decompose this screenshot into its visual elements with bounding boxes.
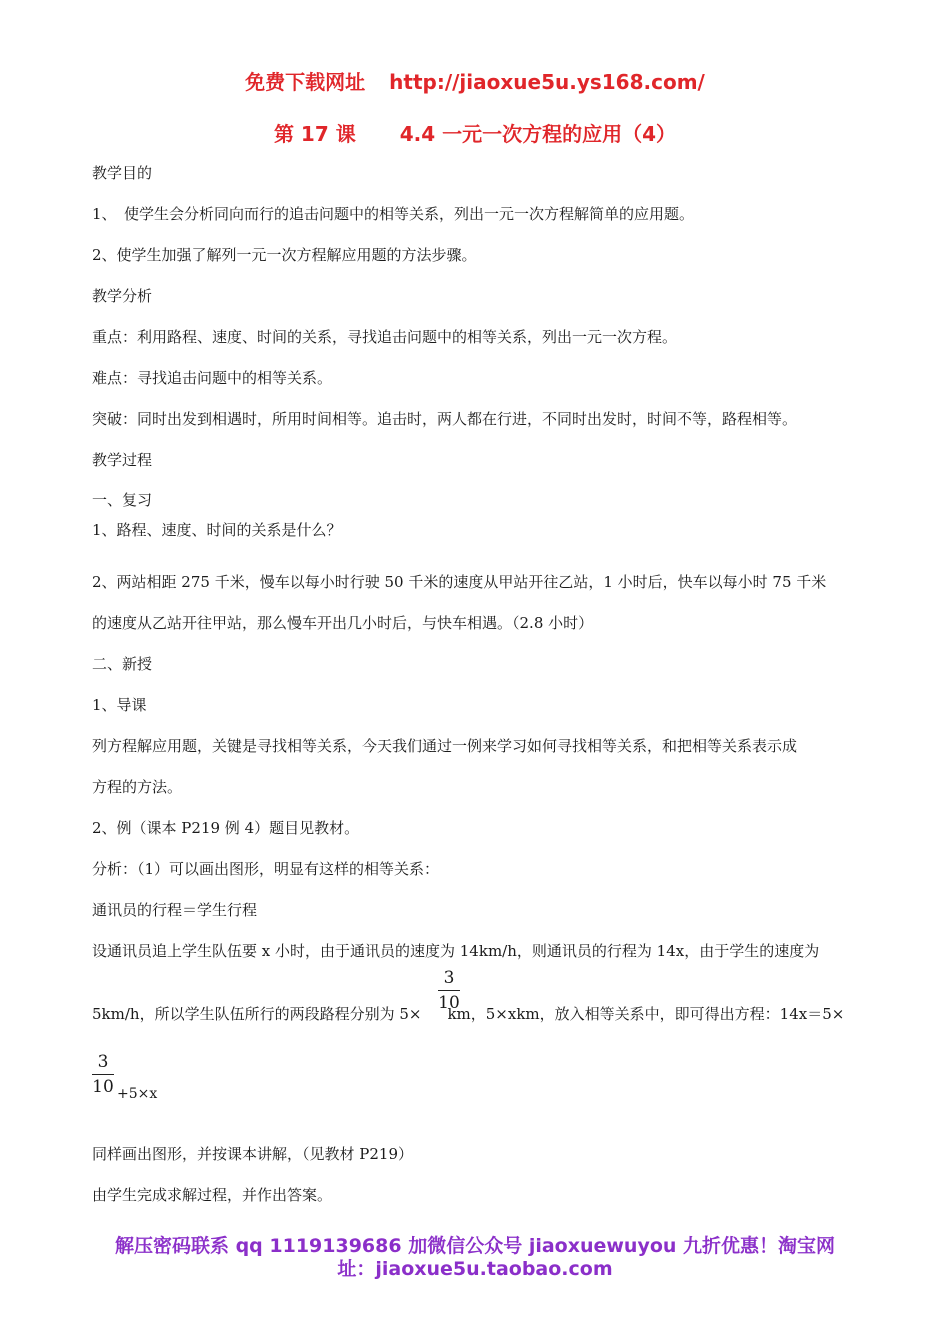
- subsection-new-lesson: 二、新授: [92, 655, 153, 673]
- review-question-1: 1、路程、速度、时间的关系是什么？: [92, 521, 342, 539]
- lesson-number: 第 17 课: [273, 122, 356, 146]
- subsection-review: 一、复习: [92, 491, 153, 509]
- intro-text-line-2: 方程的方法。: [92, 778, 183, 796]
- lesson-topic: 4.4 一元一次方程的应用（4）: [399, 122, 677, 146]
- review-question-2-line-1: 2、两站相距 275 千米，慢车以每小时行驶 50 千米的速度从甲站开往乙站，1 小时后，快车以每小时 75 千米: [92, 573, 827, 591]
- fraction-denominator: 10: [438, 993, 460, 1013]
- example-heading: 2、例（课本 P219 例 4）题目见教材。: [92, 819, 360, 837]
- analysis-key-point: 重点：利用路程、速度、时间的关系，寻找追击问题中的相等关系，列出一元一次方程。: [92, 328, 678, 346]
- setup-text-part-b: km，5×xkm，放入相等关系中，即可得出方程：14x＝5×: [447, 1005, 845, 1023]
- followup-instruction: 同样画出图形，并按课本讲解，（见教材 P219）: [92, 1145, 413, 1163]
- review-question-2-line-2: 的速度从乙站开往甲站，那么慢车开出几小时后，与快车相遇。（2.8 小时）: [92, 614, 594, 632]
- analysis-breakthrough: 突破：同时出发到相遇时，所用时间相等。追击时，两人都在行进，不同时出发时，时间不等，路程相等。: [92, 410, 798, 428]
- footer-contact-line-2[interactable]: 址：jiaoxue5u.taobao.com: [337, 1258, 613, 1280]
- setup-text-line-2: [92, 1003, 844, 1024]
- intro-text-line-1: 列方程解应用题，关键是寻找相等关系，今天我们通过一例来学习如何寻找相等关系，和把相等关系表示成: [92, 737, 798, 755]
- equality-relation: 通讯员的行程＝学生行程: [92, 901, 258, 919]
- goal-1: 1、 使学生会分析同向而行的追击问题中的相等关系，列出一元一次方程解简单的应用题。: [92, 205, 695, 223]
- section-heading-goals: 教学目的: [92, 164, 153, 182]
- student-task: 由学生完成求解过程，并作出答案。: [92, 1186, 333, 1204]
- fraction-inline: [438, 968, 460, 1013]
- section-heading-analysis: 教学分析: [92, 287, 153, 305]
- fraction-numerator: 3: [92, 1052, 114, 1075]
- header-url[interactable]: http://jiaoxue5u.ys168.com/: [389, 70, 705, 94]
- setup-text-part-a: 5km/h，所以学生队伍所行的两段路程分别为 5×: [92, 1005, 422, 1023]
- fraction-numerator: 3: [438, 968, 460, 991]
- fraction-denominator: 10: [92, 1077, 114, 1097]
- setup-text-line-1: 设通讯员追上学生队伍要 x 小时，由于通讯员的速度为 14km/h，则通讯员的行程为 14x，由于学生的速度为: [92, 942, 820, 960]
- footer-contact-line-1: 解压密码联系 qq 1119139686 加微信公众号 jiaoxuewuyou 九折优惠！淘宝网: [114, 1235, 836, 1257]
- header-label: 免费下载网址: [245, 70, 366, 94]
- section-heading-process: 教学过程: [92, 451, 153, 469]
- goal-2: 2、使学生加强了解列一元一次方程解应用题的方法步骤。: [92, 246, 477, 264]
- analysis-difficulty: 难点：寻找追击问题中的相等关系。: [92, 369, 333, 387]
- analysis-step-1: 分析：（1）可以画出图形，明显有这样的相等关系：: [92, 860, 440, 878]
- header-download-link[interactable]: [0, 66, 950, 95]
- page-title: [0, 118, 950, 147]
- fraction-equation: [92, 1052, 114, 1097]
- intro-heading: 1、导课: [92, 696, 147, 714]
- equation-tail: +5×x: [117, 1086, 158, 1102]
